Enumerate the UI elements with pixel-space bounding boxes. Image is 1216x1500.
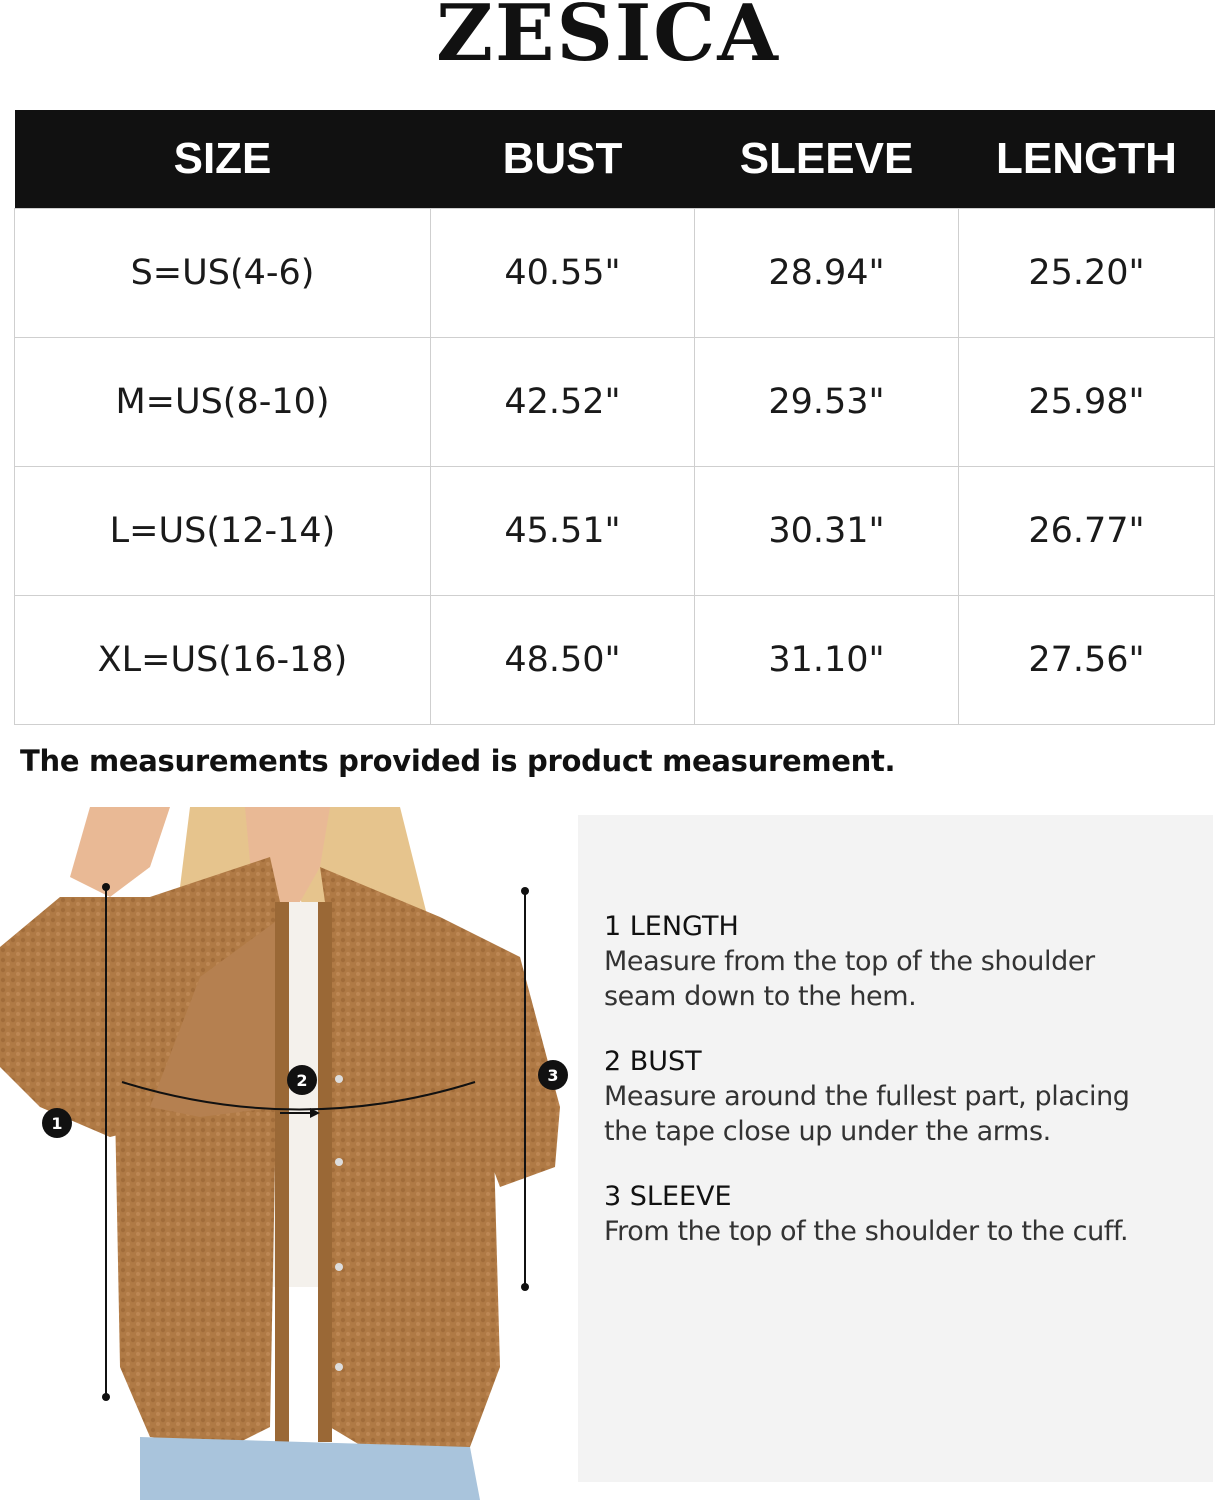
snap xyxy=(335,1263,343,1271)
guide-desc-sleeve-line1: From the top of the shoulder to the cuff. xyxy=(604,1216,1129,1247)
cell-sleeve: 28.94" xyxy=(695,208,959,337)
measurement-note: The measurements provided is product measurement. xyxy=(20,744,896,778)
cell-length: 25.20" xyxy=(959,208,1215,337)
cell-sleeve: 29.53" xyxy=(695,337,959,466)
sleeve-line-top xyxy=(521,887,529,895)
guide-desc-length-line2: seam down to the hem. xyxy=(604,981,917,1012)
cell-bust: 42.52" xyxy=(431,337,695,466)
header-bust: BUST xyxy=(431,110,695,208)
header-size: SIZE xyxy=(15,110,431,208)
size-chart-table xyxy=(14,110,1215,725)
cell-size: S=US(4-6) xyxy=(15,208,431,337)
table-row xyxy=(15,466,1215,595)
brand-logo: ZESICA xyxy=(436,0,780,79)
header-sleeve: SLEEVE xyxy=(695,110,959,208)
cell-sleeve: 30.31" xyxy=(695,466,959,595)
guide-title-sleeve: 3 SLEEVE xyxy=(604,1181,732,1212)
table-row xyxy=(15,595,1215,724)
jeans xyxy=(140,1437,480,1500)
cell-bust: 45.51" xyxy=(431,466,695,595)
cell-bust: 40.55" xyxy=(431,208,695,337)
table-row xyxy=(15,208,1215,337)
length-line-bottom xyxy=(102,1393,110,1401)
guide-desc-bust-line2: the tape close up under the arms. xyxy=(604,1116,1051,1147)
table-row xyxy=(15,337,1215,466)
cell-sleeve: 31.10" xyxy=(695,595,959,724)
guide-item-sleeve xyxy=(604,1180,1204,1249)
snap xyxy=(335,1158,343,1166)
marker-1-label: 1 xyxy=(51,1114,63,1133)
snap xyxy=(335,1363,343,1371)
cell-size: M=US(8-10) xyxy=(15,337,431,466)
marker-2-label: 2 xyxy=(296,1071,308,1090)
cell-size: L=US(12-14) xyxy=(15,466,431,595)
placket-right xyxy=(318,902,332,1442)
jacket-model-photo xyxy=(0,807,576,1500)
table-header-row xyxy=(15,110,1215,208)
snap xyxy=(335,1075,343,1083)
cell-length: 25.98" xyxy=(959,337,1215,466)
jacket-illustration xyxy=(0,807,576,1500)
measurement-guide-panel xyxy=(578,815,1213,1482)
placket xyxy=(275,902,289,1442)
cell-bust: 48.50" xyxy=(431,595,695,724)
marker-3-label: 3 xyxy=(547,1066,559,1085)
cell-length: 27.56" xyxy=(959,595,1215,724)
guide-item-length xyxy=(604,910,1204,1014)
guide-item-bust xyxy=(604,1045,1204,1149)
guide-title-bust: 2 BUST xyxy=(604,1046,702,1077)
cell-length: 26.77" xyxy=(959,466,1215,595)
cell-size: XL=US(16-18) xyxy=(15,595,431,724)
guide-title-length: 1 LENGTH xyxy=(604,911,739,942)
guide-desc-bust-line1: Measure around the fullest part, placing xyxy=(604,1081,1130,1112)
header-length: LENGTH xyxy=(959,110,1215,208)
guide-desc-length-line1: Measure from the top of the shoulder xyxy=(604,946,1095,977)
length-line-top xyxy=(102,883,110,891)
sleeve-line-bottom xyxy=(521,1283,529,1291)
